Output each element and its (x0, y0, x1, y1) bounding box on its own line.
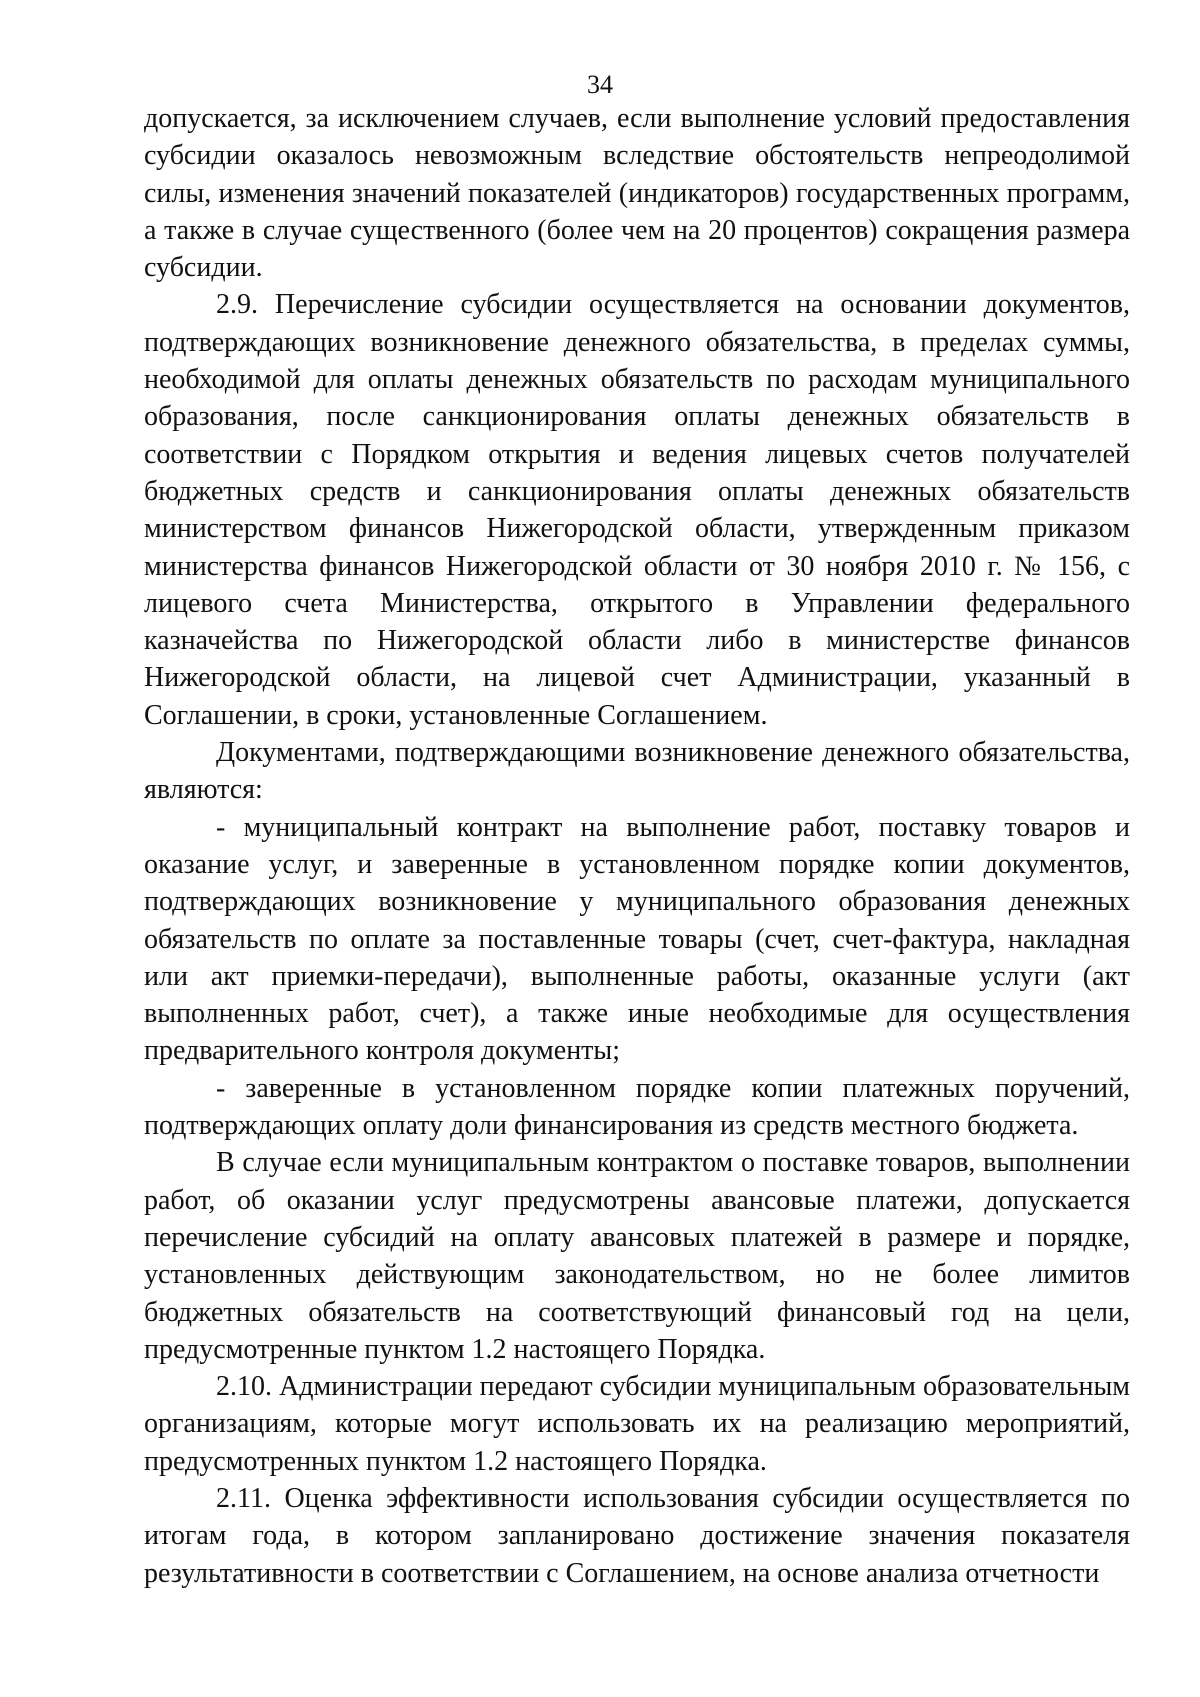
list-item-contract: - муниципальный контракт на выполнение работ, поставку товаров и оказание услуг, и заверенные в установленном порядке копии документов, подтверждающих возникновение у муниципального образования денежных обязательств по оплате за поставленные товары (счет, счет-фактура, накладная или акт приемки-передачи), выполненные работы, оказанные услуги (акт выполненных работ, счет), а также иные необходимые для осуществления предварительного контроля документы; (144, 811, 1130, 1067)
paragraph-continuation: допускается, за исключением случаев, если выполнение условий предоставления субсидии оказалось невозможным вследствие обстоятельств непреодолимой силы, изменения значений показателей (индикаторов) государственных программ, а также в случае существенного (более чем на 20 процентов) сокращения размера субсидии. (144, 103, 1130, 284)
page-number: 34 (587, 70, 613, 99)
list-item-payment-orders: - заверенные в установленном порядке копии платежных поручений, подтверждающих оплату доли финансирования из средств местного бюджета. (144, 1072, 1130, 1142)
paragraph-advance-payments: В случае если муниципальным контрактом о поставке товаров, выполнении работ, об оказании услуг предусмотрены авансовые платежи, допускается перечисление субсидий на оплату авансовых платежей в размере и порядке, установленных действующим законодательством, но не более лимитов бюджетных обязательств на соответствующий финансовый год на цели, предусмотренные пунктом 1.2 настоящего Порядка. (144, 1147, 1130, 1365)
paragraph-2-10: 2.10. Администрации передают субсидии муниципальным образовательным организациям, которые могут использовать их на реализацию мероприятий, предусмотренных пунктом 1.2 настоящего Порядка. (144, 1371, 1130, 1477)
paragraph-documents-intro: Документами, подтверждающими возникновение денежного обязательства, являются: (144, 737, 1130, 806)
document-body (144, 100, 1130, 1592)
paragraph-2-9: 2.9. Перечисление субсидии осуществляется на основании документов, подтверждающих возникновение денежного обязательства, в пределах суммы, необходимой для оплаты денежных обязательств по расходам муниципального образования, после санкционирования оплаты денежных обязательств в соответствии с Порядком открытия и ведения лицевых счетов получателей бюджетных средств и санкционирования оплаты денежных обязательств министерством финансов Нижегородской области, утвержденным приказом министерства финансов Нижегородской области от 30 ноября 2010 г. № 156, с лицевого счета Министерства, открытого в Управлении федерального казначейства по Нижегородской области либо в министерстве финансов Нижегородской области, на лицевой счет Администрации, указанный в Соглашении, в сроки, установленные Соглашением. (144, 289, 1130, 731)
paragraph-2-11: 2.11. Оценка эффективности использования субсидии осуществляется по итогам года, в котором запланировано достижение значения показателя результативности в соответствии с Соглашением, на основе анализа отчетности (144, 1482, 1130, 1589)
